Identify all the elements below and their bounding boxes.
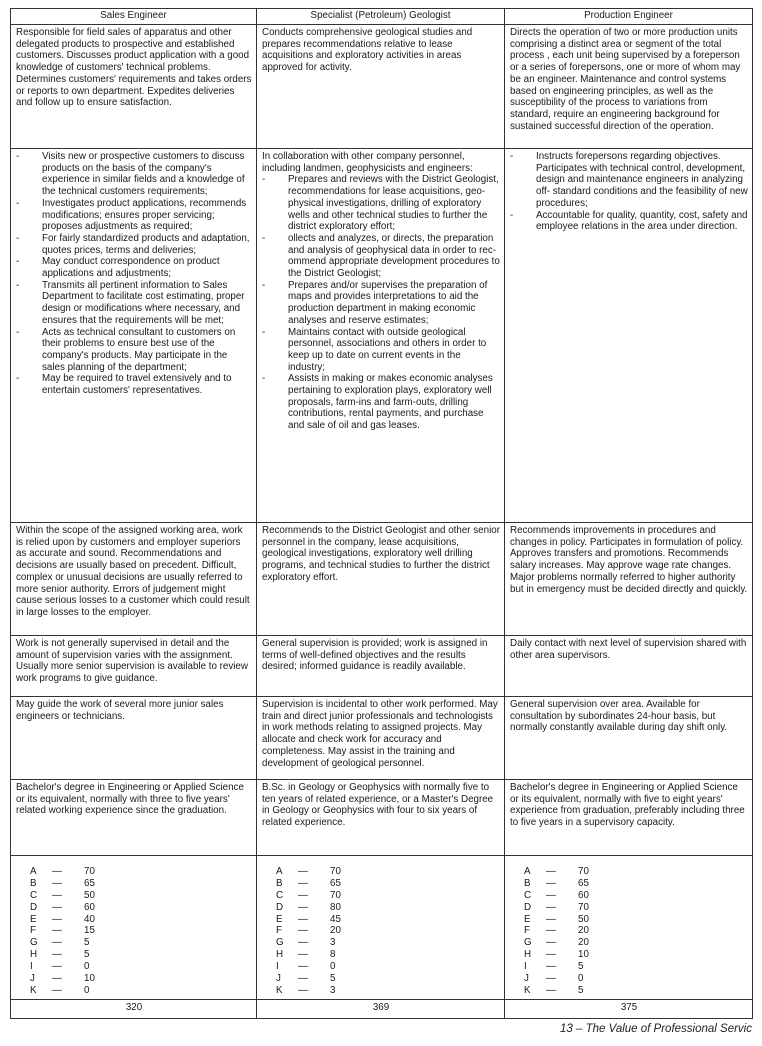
score-item [510,949,748,961]
score-letter: K [276,984,283,996]
decisions-row [11,523,753,636]
score-dash: — [52,984,62,996]
score-value: 10 [84,973,95,985]
score-letter: A [276,866,283,877]
header-row [11,9,753,25]
score-item [262,914,500,926]
score-item [262,949,500,961]
list-item: - Investigates product applications, recommends modifications; ensures proper servicing; proposes adjustments as required; [16,198,252,233]
score-value: 65 [84,877,95,889]
score-item [510,961,748,973]
score-letter: I [276,961,279,973]
list-item: - Instructs forepersons regarding objectives. Participates with technical control, development, design and maintenance engineers in analyzing off- standard conditions and the feasibility of new procedures; [510,151,748,210]
score-item [510,902,748,914]
supervision-received-row [11,636,753,697]
score-dash: — [298,913,308,925]
score-item [510,878,748,890]
score-dash: — [52,866,62,877]
supervision-received-cell: Work is not generally supervised in detail and the amount of supervision varies with the assignment. Usually more senior supervision is available to review work programs to give guidance. [11,636,257,697]
score-dash: — [546,901,556,913]
score-item [262,866,500,878]
score-dash: — [298,973,308,985]
score-value: 0 [330,961,336,973]
score-letter: C [524,889,532,901]
education-cell: Bachelor's degree in Engineering or Applied Science or its equivalent, normally with five to eight years' experience from graduation, preferably including three to five years in a supervisory capacity. [505,780,753,856]
supervision-received-cell: General supervision is provided; work is assigned in terms of well-defined objectives and the results desired; informed guidance is readily available. [257,636,505,697]
score-value: 50 [84,889,95,901]
score-letter: A [30,866,37,877]
supervision-given-cell: General supervision over area. Available for consultation by subordinates 24-hour basis, but normally constantly available during day shift only. [505,697,753,780]
score-letter: C [276,889,284,901]
score-value: 70 [84,866,95,877]
score-item [16,878,252,890]
score-dash: — [298,949,308,961]
score-item [16,902,252,914]
supervision-given-cell: Supervision is incidental to other work performed. May train and direct junior professionals and technologists in work methods relating to assigned projects. May allocate and check work for accuracy and completeness. May assist in the training and development of geological personnel. [257,697,505,780]
score-item [262,937,500,949]
score-dash: — [546,937,556,949]
score-item [510,914,748,926]
score-list [16,866,252,997]
score-item [262,890,500,902]
score-letter: D [30,901,38,913]
list-item: - Transmits all pertinent information to Sales Department to facilitate cost estimating, proper design or modifications where necessary, and ensures that the requirements will be met; [16,280,252,327]
score-value: 80 [330,901,341,913]
supervision-given-row [11,697,753,780]
score-value: 60 [84,901,95,913]
job-comparison-table [10,8,753,1019]
total-score: 375 [505,1000,753,1019]
score-item [262,925,500,937]
supervision-received-cell: Daily contact with next level of supervision shared with other area supervisors. [505,636,753,697]
score-item [510,985,748,997]
score-dash: — [52,925,62,937]
score-item [262,902,500,914]
score-dash: — [298,937,308,949]
score-item [16,961,252,973]
score-item [16,890,252,902]
score-letter: B [30,877,37,889]
total-score: 369 [257,1000,505,1019]
score-value: 5 [330,973,336,985]
scores-cell [257,856,505,1000]
list-item: - ollects and analyzes, or directs, the preparation and analysis of geophysical data in order to rec-ommend appropriate development procedures to the District Geologist; [262,233,500,280]
list-item: - Assists in making or makes economic analyses pertaining to exploration plays, exploratory well proposals, farm-ins and farm-outs, drilling contributions, rental payments, and purchase and sale of oil and gas leases. [262,373,500,432]
score-letter: H [30,949,38,961]
score-item [510,973,748,985]
summary-cell: Directs the operation of two or more production units comprising a distinct area or segment of the total process , each unit being supervised by a foreperson or a series of forepersons, one or more of whom may be an engineer. Maintenance and control systems based on engineering principles, as well as the susceptibility of the process to variations from standard, require an engineering background for sustained successful direction of the operation. [505,25,753,149]
summary-cell: Conducts comprehensive geological studies and prepares recommendations relative to lease acquisitions and exploratory activities in areas approved for activity. [257,25,505,149]
score-dash: — [298,889,308,901]
score-item [510,937,748,949]
score-letter: A [524,866,531,877]
score-item [510,890,748,902]
decisions-cell: Recommends improvements in procedures and changes in policy. Participates in formulation of policy. Approves transfers and promotions. Recommends salary increases. May approve wage rate changes. Major problems normally referred to higher authority but in emergency must be decided directly and quickly. [505,523,753,636]
score-list [510,866,748,997]
list-item: - Accountable for quality, quantity, cost, safety and employee relations in the area under direction. [510,210,748,233]
score-value: 0 [84,961,90,973]
score-letter: J [30,973,35,985]
decisions-cell: Within the scope of the assigned working area, work is relied upon by customers and employer superiors as accurate and sound. Recommendations and decisions are usually based on precedent. Difficult, complex or unusual decisions are usually referred to more senior authority. Errors of judgement might cause serious losses to a customer which could result in large losses to the employer. [11,523,257,636]
score-dash: — [52,961,62,973]
decisions-cell: Recommends to the District Geologist and other senior personnel in the company, lease acquisitions, geological investigations, exploratory well drilling programs, and technical studies to further the district exploratory effort. [257,523,505,636]
sales-duties-list [16,151,252,397]
score-value: 20 [330,925,341,937]
scores-cell [505,856,753,1000]
score-value: 0 [84,984,90,996]
score-item [16,925,252,937]
page-footer: 13 – The Value of Professional Servic [560,1023,752,1035]
score-item [16,985,252,997]
score-letter: B [276,877,283,889]
score-item [16,914,252,926]
score-letter: I [30,961,33,973]
totals-row [11,1000,753,1019]
score-value: 0 [578,973,584,985]
score-letter: K [30,984,37,996]
duties-cell [505,149,753,523]
supervision-given-cell: May guide the work of several more junior sales engineers or technicians. [11,697,257,780]
summary-cell: Responsible for field sales of apparatus and other delegated products to prospective and established customers. Discusses product application with a good knowledge of customers' technical problems. Determines customers' requirements and takes orders or reports to own department. Expedites deliveries and follow up to ensure satisfaction. [11,25,257,149]
score-dash: — [298,984,308,996]
score-dash: — [546,877,556,889]
list-item: - May conduct correspondence on product applications and adjustments; [16,256,252,279]
list-item: - May be required to travel extensively and to entertain customers' representatives. [16,373,252,396]
score-letter: I [524,961,527,973]
score-letter: C [30,889,38,901]
score-value: 65 [578,877,589,889]
duties-row [11,149,753,523]
score-dash: — [52,901,62,913]
score-value: 15 [84,925,95,937]
score-dash: — [546,889,556,901]
score-dash: — [298,877,308,889]
score-value: 20 [578,925,589,937]
score-letter: G [524,937,532,949]
education-cell: Bachelor's degree in Engineering or Applied Science or its equivalent, normally with three to five years' related working experience since the graduation. [11,780,257,856]
score-letter: G [276,937,284,949]
score-item [16,937,252,949]
score-letter: H [524,949,532,961]
score-value: 5 [578,961,584,973]
score-value: 5 [84,937,90,949]
score-dash: — [52,949,62,961]
score-letter: H [276,949,284,961]
score-dash: — [298,961,308,973]
score-dash: — [298,901,308,913]
score-value: 3 [330,937,336,949]
score-item [16,973,252,985]
score-value: 60 [578,889,589,901]
score-letter: G [30,937,38,949]
score-value: 3 [330,984,336,996]
score-value: 50 [578,913,589,925]
scores-row [11,856,753,1000]
geologist-duties-list [262,174,500,431]
production-duties-list [510,151,748,233]
score-item [16,949,252,961]
score-value: 70 [578,901,589,913]
score-item [510,925,748,937]
summary-row [11,25,753,149]
education-cell: B.Sc. in Geology or Geophysics with normally five to ten years of related experience, or a Master's Degree in Geology or Geophysics with four to six years of related experience. [257,780,505,856]
list-item: - Maintains contact with outside geological personnel, associations and others in order to keep up to date on current events in the industry; [262,327,500,374]
duties-cell [257,149,505,523]
score-value: 70 [330,889,341,901]
score-letter: J [276,973,281,985]
score-dash: — [546,866,556,877]
geologist-duties-intro: In collaboration with other company personnel, including landmen, geophysicists and engineers: [262,151,473,174]
score-letter: D [276,901,284,913]
score-letter: F [30,925,36,937]
column-header-sales-engineer: Sales Engineer [11,9,257,25]
column-header-geologist: Specialist (Petroleum) Geologist [257,9,505,25]
score-value: 5 [578,984,584,996]
score-value: 70 [330,866,341,877]
score-item [262,973,500,985]
score-dash: — [298,866,308,877]
score-dash: — [546,961,556,973]
score-dash: — [546,925,556,937]
score-item [262,878,500,890]
score-value: 65 [330,877,341,889]
score-value: 8 [330,949,336,961]
list-item: - Visits new or prospective customers to discuss products on the basis of the company's experience in similar fields and a knowledge of the technical customers requirements; [16,151,252,198]
score-letter: E [276,913,283,925]
score-dash: — [52,877,62,889]
list-item: - For fairly standardized products and adaptation, quotes prices, terms and deliveries; [16,233,252,256]
score-list [262,866,500,997]
column-header-production-engineer: Production Engineer [505,9,753,25]
education-row [11,780,753,856]
list-item: - Prepares and reviews with the District Geologist, recommendations for lease acquisitions, geo-physical investigations, drilling of exploratory wells and other technical studies to further the district exploratory effort; [262,174,500,233]
score-letter: B [524,877,531,889]
score-letter: F [276,925,282,937]
score-item [262,961,500,973]
score-item [16,866,252,878]
score-value: 10 [578,949,589,961]
score-dash: — [52,913,62,925]
score-dash: — [52,973,62,985]
total-score: 320 [11,1000,257,1019]
score-item [510,866,748,878]
score-letter: E [524,913,531,925]
score-dash: — [52,937,62,949]
score-letter: E [30,913,37,925]
score-letter: J [524,973,529,985]
list-item: - Prepares and/or supervises the preparation of maps and provides interpretations to aid the production department in making economic analyses and reserve estimates; [262,280,500,327]
score-letter: F [524,925,530,937]
score-dash: — [52,889,62,901]
score-letter: K [524,984,531,996]
score-value: 45 [330,913,341,925]
score-dash: — [298,925,308,937]
score-dash: — [546,973,556,985]
score-dash: — [546,984,556,996]
score-dash: — [546,949,556,961]
list-item: - Acts as technical consultant to customers on their problems to ensure best use of the company's products. May participate in the sales planning of the department; [16,327,252,374]
score-dash: — [546,913,556,925]
score-value: 5 [84,949,90,961]
score-item [262,985,500,997]
score-value: 40 [84,913,95,925]
duties-cell [11,149,257,523]
score-letter: D [524,901,532,913]
scores-cell [11,856,257,1000]
score-value: 20 [578,937,589,949]
score-value: 70 [578,866,589,877]
